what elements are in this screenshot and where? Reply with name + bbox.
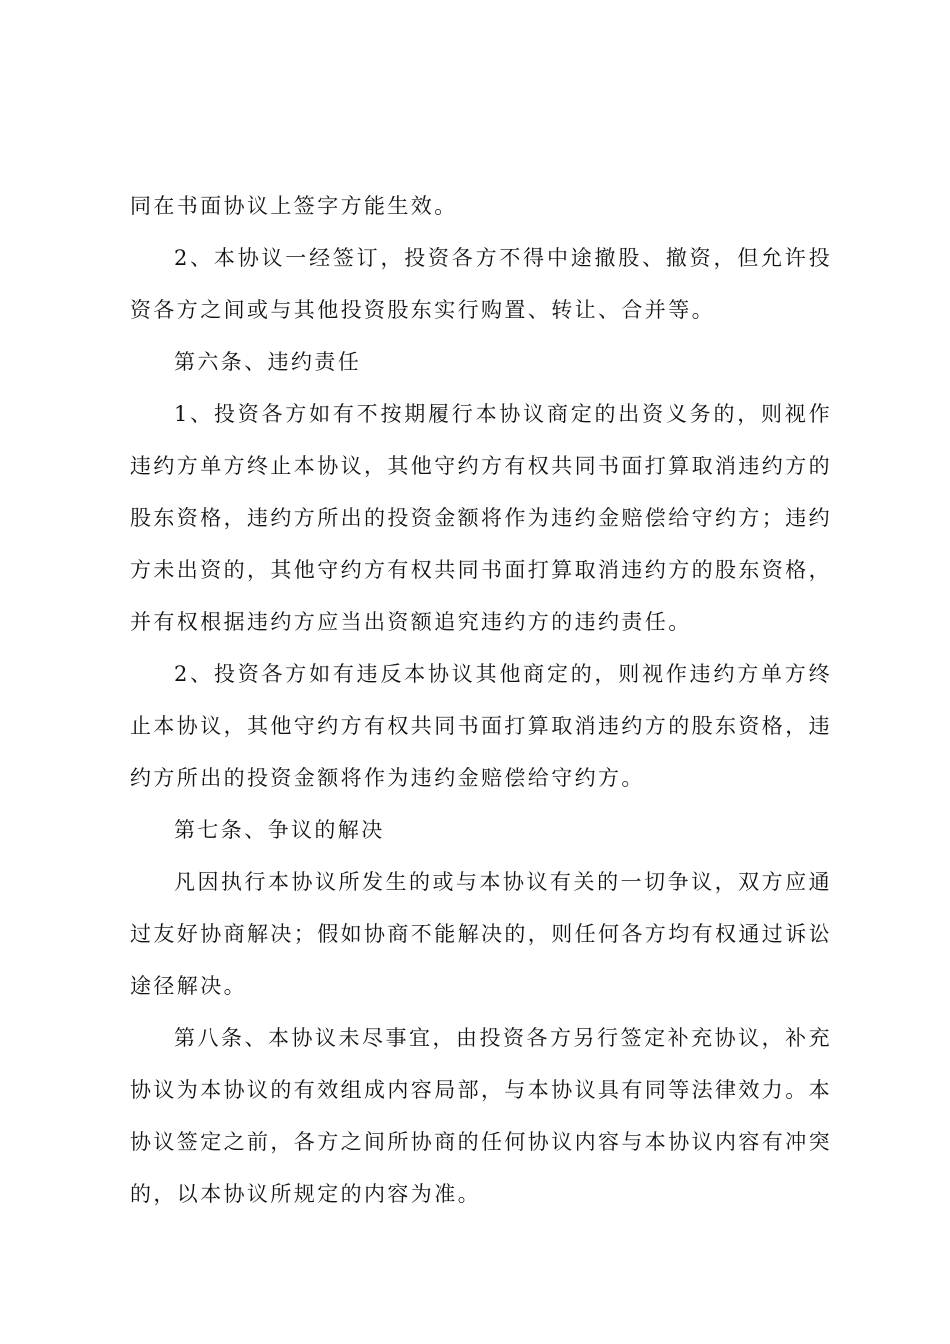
- paragraph-clause-5-2: 2、本协议一经签订，投资各方不得中途撤股、撤资，但允许投资各方之间或与其他投资股东实行购置、转让、合并等。: [130, 246, 832, 322]
- paragraph-article-7-body: 凡因执行本协议所发生的或与本协议有关的一切争议，双方应通过友好协商解决；假如协商不能解决的，则任何各方均有权通过诉讼途径解决。: [130, 870, 832, 998]
- paragraph-continuation: 同在书面协议上签字方能生效。: [130, 194, 458, 218]
- heading-article-6: 第六条、违约责任: [174, 350, 362, 374]
- paragraph-article-8: 第八条、本协议未尽事宜，由投资各方另行签定补充协议，补充协议为本协议的有效组成内容局部，与本协议具有同等法律效力。本协议签定之前，各方之间所协商的任何协议内容与本协议内容有冲突的，以本协议所规定的内容为准。: [130, 1026, 832, 1206]
- paragraph-clause-6-2: 2、投资各方如有违反本协议其他商定的，则视作违约方单方终止本协议，其他守约方有权共同书面打算取消违约方的股东资格，违约方所出的投资金额将作为违约金赔偿给守约方。: [130, 662, 832, 790]
- document-body: [130, 180, 832, 1220]
- heading-article-7: 第七条、争议的解决: [174, 818, 385, 842]
- paragraph-clause-6-1: 1、投资各方如有不按期履行本协议商定的出资义务的，则视作违约方单方终止本协议，其他守约方有权共同书面打算取消违约方的股东资格，违约方所出的投资金额将作为违约金赔偿给守约方；违约方未出资的，其他守约方有权共同书面打算取消违约方的股东资格，并有权根据违约方应当出资额追究违约方的违约责任。: [130, 402, 832, 634]
